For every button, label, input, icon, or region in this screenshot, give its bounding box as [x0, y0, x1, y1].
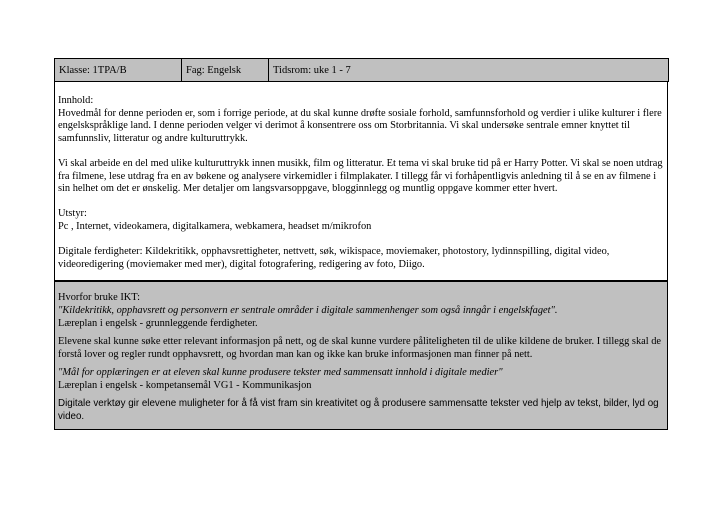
ferdigheter-label: Digitale ferdigheter:: [58, 246, 143, 258]
klasse-cell: Klasse: 1TPA/B: [55, 59, 182, 82]
ikt-heading: Hvorfor bruke IKT:: [58, 292, 141, 304]
innhold-section: [54, 82, 668, 281]
ferdigheter-text: Kildekritikk, opphavsrettigheter, nettvett, søk, wikispace, moviemaker, photostory, lydinnspilling, digital video, videoredigering (moviemaker med mer), digital fotografering, redigering av foto, Diigo.: [58, 246, 610, 270]
utstyr-list: Pc , Internet, videokamera, digitalkamera, webkamera, headset m/mikrofon: [58, 220, 372, 232]
ikt-paragraph-2: Digitale verktøy gir elevene muligheter for å få vist fram sin kreativitet og å produsere sammensatte tekster ved hjelp av tekst, bilder, lyd og video.: [58, 398, 659, 423]
header-table: [54, 58, 669, 82]
fag-cell: Fag: Engelsk: [182, 59, 269, 82]
innhold-paragraph-2: Vi skal arbeide en del med ulike kulturuttrykk innen musikk, film og litteratur. Et tema vi skal bruke tid på er Harry Potter. Vi skal se noen utdrag fra filmene, lese utdrag fra en av bøkene og analysere virkemidler i filmplakater. I tillegg får vi forhåpentligvis anledning til å se en av filmene i sin helhet om det er ønskelig. Mer detaljer om langsvarsoppgave, blogginnlegg og muntlig oppgave kommer etter hvert.: [58, 157, 663, 195]
ikt-paragraph-1: Elevene skal kunne søke etter relevant informasjon på nett, og de skal kunne vurdere påliteligheten til de ulike kildene de bruker. I tillegg skal de forstå lover og regler rundt opphavsrett, og hvordan man kan og ikke kan bruke informasjonen man finner på nett.: [58, 336, 662, 360]
innhold-heading: Innhold:: [58, 95, 94, 106]
tidsrom-cell: Tidsrom: uke 1 - 7: [269, 59, 669, 82]
ikt-section: [54, 281, 668, 429]
ikt-reference-2: Læreplan i engelsk - kompetansemål VG1 - Kommunikasjon: [58, 379, 312, 391]
document: [54, 58, 668, 430]
ferdigheter-paragraph: [58, 246, 664, 271]
utstyr-heading: Utstyr:: [58, 208, 87, 220]
ikt-reference-1: Læreplan i engelsk - grunnleggende ferdigheter.: [58, 317, 258, 329]
innhold-paragraph-1: Hovedmål for denne perioden er, som i forrige periode, at du skal kunne drøfte sosiale forhold, samfunnsforhold og verdier i ulike kulturer i flere engelskspråklige land. I denne perioden velger vi derimot å konsentrere oss om Storbritannia. Vi skal undersøke sentrale emner knyttet til samfunnsliv, litteratur og andre kulturuttrykk.: [58, 107, 662, 144]
ikt-quote-1: "Kildekritikk, opphavsrett og personvern er sentrale områder i digitale sammenhenger som også inngår i engelskfaget".: [58, 304, 558, 316]
ikt-quote-2: "Mål for opplæringen er at eleven skal kunne produsere tekster med sammensatt innhold i digitale medier": [58, 367, 503, 379]
